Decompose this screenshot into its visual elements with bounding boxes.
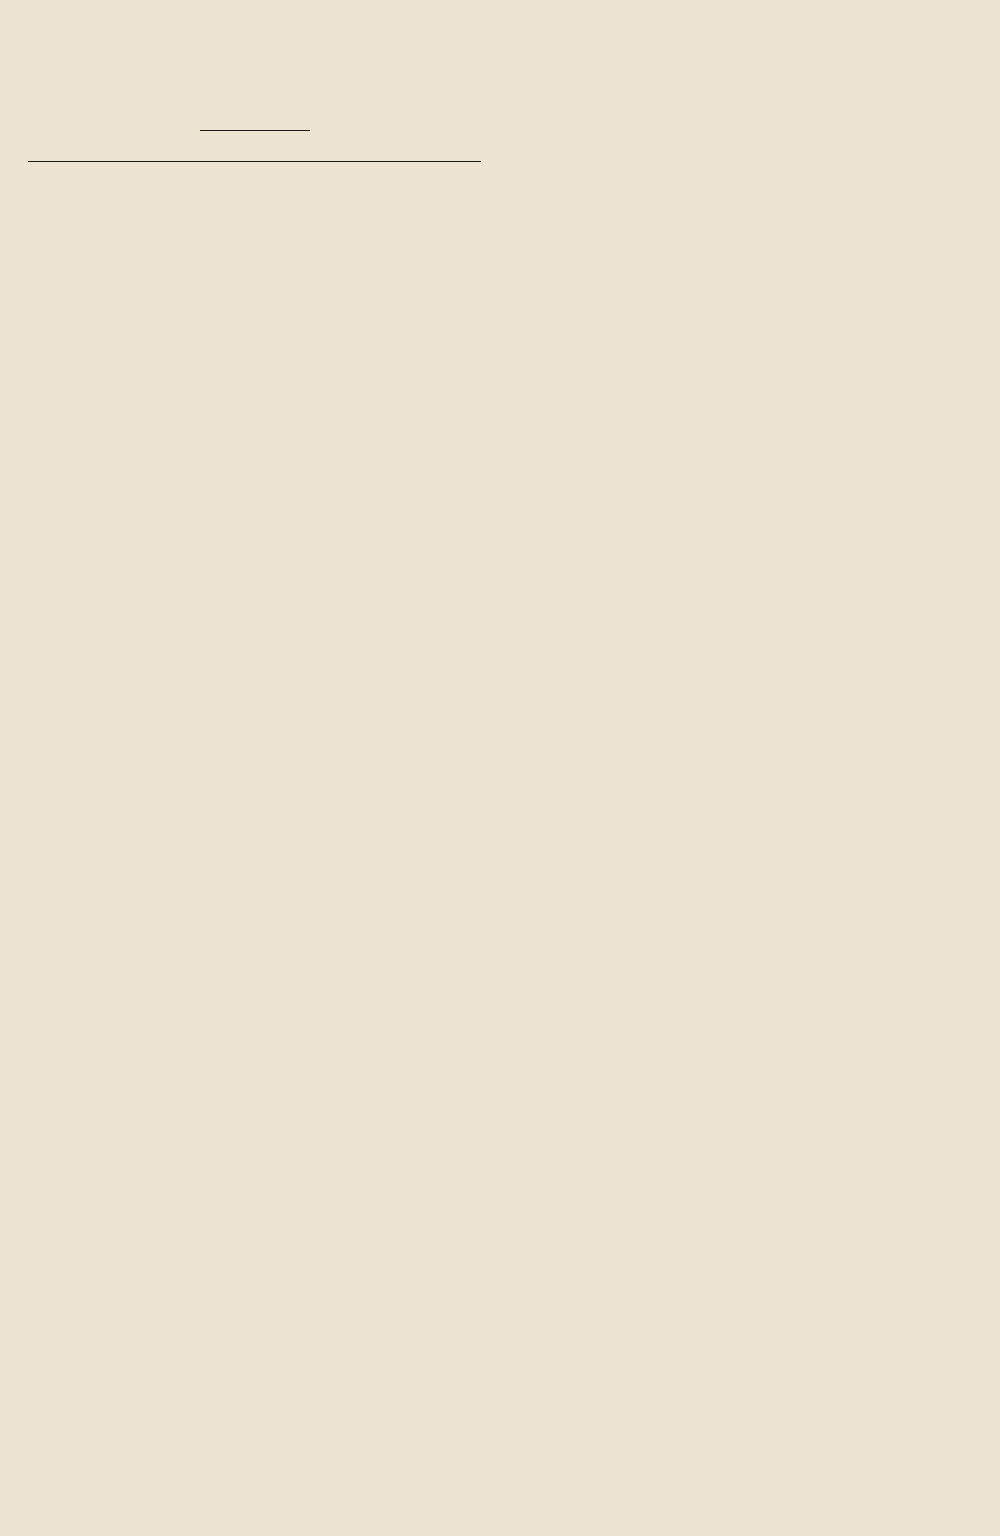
right-column <box>507 90 960 168</box>
running-header <box>28 40 960 90</box>
chapter-divider <box>200 130 310 131</box>
left-column <box>28 90 481 168</box>
footnotes <box>28 161 481 168</box>
text-columns <box>28 90 960 168</box>
